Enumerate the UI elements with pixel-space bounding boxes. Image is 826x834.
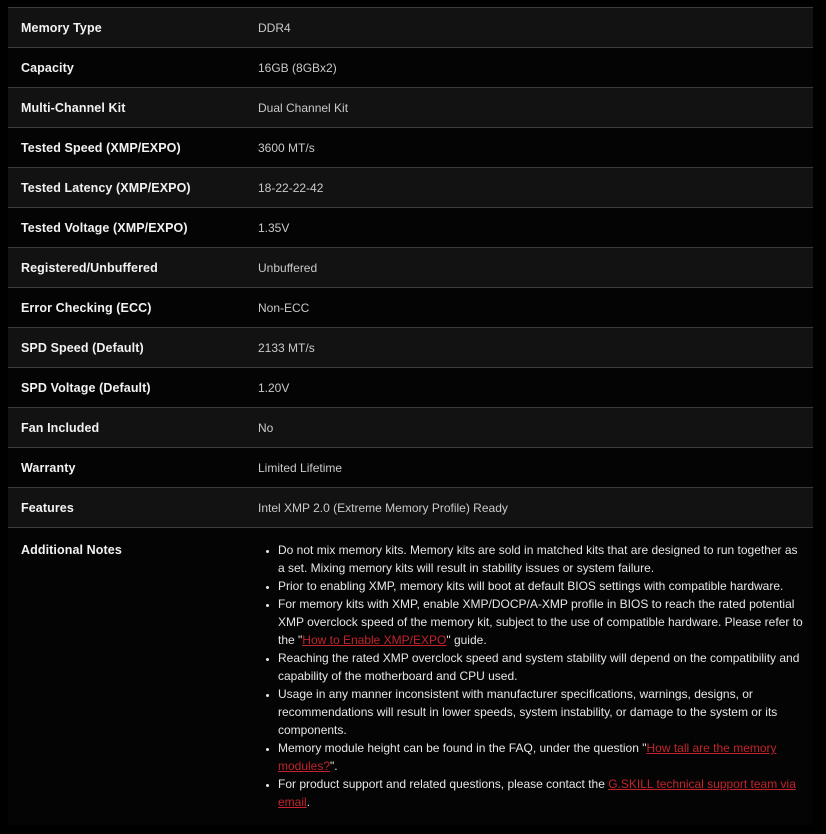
spec-row-value: 3600 MT/s — [258, 140, 315, 155]
spec-row-value: Intel XMP 2.0 (Extreme Memory Profile) Ready — [258, 500, 508, 515]
spec-row — [8, 408, 813, 448]
spec-row-label: Tested Voltage (XMP/EXPO) — [21, 220, 188, 235]
spec-row-label: Warranty — [21, 460, 76, 475]
spec-row-label: Registered/Unbuffered — [21, 260, 158, 275]
spec-row-label: Capacity — [21, 60, 74, 75]
notes-list — [258, 541, 805, 811]
spec-row-label: Multi-Channel Kit — [21, 100, 126, 115]
spec-row — [8, 288, 813, 328]
spec-row-label: SPD Speed (Default) — [21, 340, 144, 355]
spec-row-value: 16GB (8GBx2) — [258, 60, 337, 75]
note-item: • For product support and related questions, please contact the G.SKILL technical support team via email. — [278, 775, 805, 811]
spec-table — [8, 7, 813, 825]
note-item: • Prior to enabling XMP, memory kits will boot at default BIOS settings with compatible hardware. — [278, 577, 805, 595]
spec-row-value: 2133 MT/s — [258, 340, 315, 355]
spec-row-label: Error Checking (ECC) — [21, 300, 152, 315]
additional-notes-row — [8, 528, 813, 825]
note-item: • Do not mix memory kits. Memory kits are sold in matched kits that are designed to run together as a set. Mixing memory kits will result in stability issues or system failure. — [278, 541, 805, 577]
note-item: • Usage in any manner inconsistent with manufacturer specifications, warnings, designs, or recommendations will result in lower speeds, system instability, or damage to the system or its components. — [278, 685, 805, 739]
spec-row — [8, 248, 813, 288]
additional-notes-label: Additional Notes — [21, 543, 122, 557]
spec-row — [8, 328, 813, 368]
spec-row-value: Limited Lifetime — [258, 460, 343, 475]
spec-row-label: Tested Speed (XMP/EXPO) — [21, 140, 181, 155]
spec-rows — [8, 8, 813, 528]
spec-row-label: Fan Included — [21, 420, 100, 435]
spec-row — [8, 128, 813, 168]
spec-row — [8, 448, 813, 488]
spec-row — [8, 208, 813, 248]
spec-row-value: 1.35V — [258, 220, 290, 235]
spec-row-value: 18-22-22-42 — [258, 180, 324, 195]
spec-row — [8, 368, 813, 408]
spec-row — [8, 8, 813, 48]
spec-row-label: SPD Voltage (Default) — [21, 380, 151, 395]
note-link[interactable]: G.SKILL technical support team via email — [278, 777, 796, 809]
note-item: • Reaching the rated XMP overclock speed and system stability will depend on the compatibility and capability of the motherboard and CPU used. — [278, 649, 805, 685]
spec-row — [8, 168, 813, 208]
additional-notes-cell — [258, 541, 813, 811]
note-item: • For memory kits with XMP, enable XMP/DOCP/A-XMP profile in BIOS to reach the rated potential XMP overclock speed of the memory kit, subject to the use of compatible hardware. Please refer to the "How to Enable XMP/EXPO" guide. — [278, 595, 805, 649]
spec-row — [8, 88, 813, 128]
spec-row-label: Tested Latency (XMP/EXPO) — [21, 180, 191, 195]
spec-row-value: No — [258, 420, 274, 435]
spec-row-label: Features — [21, 500, 74, 515]
spec-row-value: Dual Channel Kit — [258, 100, 349, 115]
spec-row — [8, 48, 813, 88]
spec-row-value: Non-ECC — [258, 300, 310, 315]
note-link[interactable]: How to Enable XMP/EXPO — [302, 633, 447, 647]
spec-row — [8, 488, 813, 528]
spec-row-value: Unbuffered — [258, 260, 318, 275]
note-item: • Memory module height can be found in the FAQ, under the question "How tall are the memory modules?". — [278, 739, 805, 775]
note-link[interactable]: How tall are the memory modules? — [278, 741, 777, 773]
spec-row-value: 1.20V — [258, 380, 290, 395]
spec-row-label: Memory Type — [21, 20, 102, 35]
spec-row-value: DDR4 — [258, 20, 291, 35]
